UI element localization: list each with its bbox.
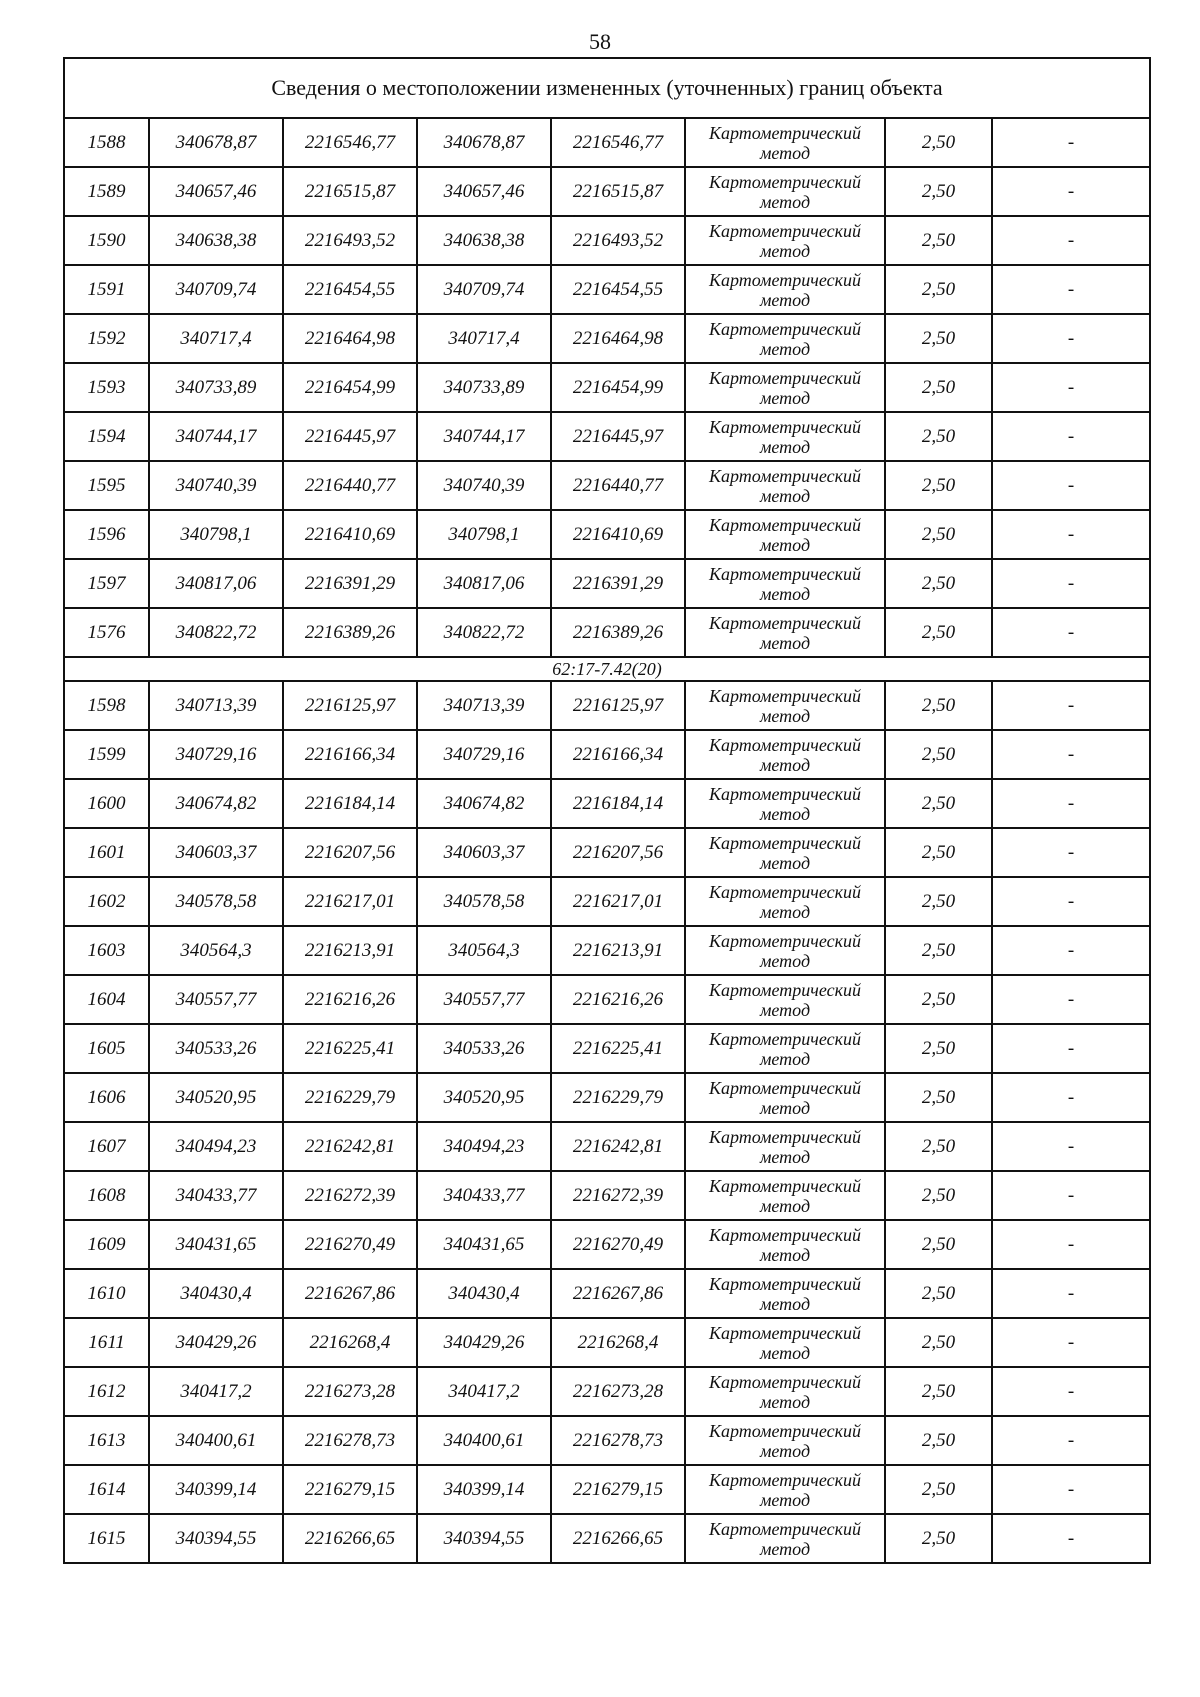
accuracy-cell: 2,50: [885, 1171, 992, 1220]
y-existing-cell: 2216213,91: [283, 926, 417, 975]
y-new-cell: 2216184,14: [551, 779, 685, 828]
description-cell: -: [992, 1416, 1150, 1465]
table-row: [64, 926, 1150, 975]
method-cell: Картометрический метод: [685, 314, 885, 363]
table-row: [64, 1465, 1150, 1514]
table-row: [64, 1073, 1150, 1122]
description-cell: -: [992, 1171, 1150, 1220]
point-number-cell: 1603: [64, 926, 149, 975]
y-new-cell: 2216515,87: [551, 167, 685, 216]
x-existing-cell: 340674,82: [149, 779, 283, 828]
x-new-cell: 340433,77: [417, 1171, 551, 1220]
point-number-cell: 1602: [64, 877, 149, 926]
accuracy-cell: 2,50: [885, 608, 992, 657]
table-row: [64, 1269, 1150, 1318]
y-existing-cell: 2216229,79: [283, 1073, 417, 1122]
y-new-cell: 2216454,99: [551, 363, 685, 412]
method-cell: Картометрический метод: [685, 730, 885, 779]
description-cell: -: [992, 779, 1150, 828]
point-number-cell: 1613: [64, 1416, 149, 1465]
section-header-row: [64, 657, 1150, 681]
table-row: [64, 265, 1150, 314]
x-new-cell: 340430,4: [417, 1269, 551, 1318]
table-row: [64, 559, 1150, 608]
table-row: [64, 975, 1150, 1024]
accuracy-cell: 2,50: [885, 1269, 992, 1318]
point-number-cell: 1614: [64, 1465, 149, 1514]
table-row: [64, 1318, 1150, 1367]
y-existing-cell: 2216515,87: [283, 167, 417, 216]
y-existing-cell: 2216454,99: [283, 363, 417, 412]
x-existing-cell: 340822,72: [149, 608, 283, 657]
method-cell: Картометрический метод: [685, 461, 885, 510]
method-cell: Картометрический метод: [685, 363, 885, 412]
x-existing-cell: 340744,17: [149, 412, 283, 461]
x-new-cell: 340564,3: [417, 926, 551, 975]
table-row: [64, 730, 1150, 779]
description-cell: -: [992, 608, 1150, 657]
description-cell: -: [992, 1024, 1150, 1073]
accuracy-cell: 2,50: [885, 559, 992, 608]
x-new-cell: 340417,2: [417, 1367, 551, 1416]
y-existing-cell: 2216217,01: [283, 877, 417, 926]
x-existing-cell: 340578,58: [149, 877, 283, 926]
description-cell: -: [992, 1220, 1150, 1269]
description-cell: -: [992, 828, 1150, 877]
table-row: [64, 363, 1150, 412]
x-new-cell: 340744,17: [417, 412, 551, 461]
point-number-cell: 1612: [64, 1367, 149, 1416]
table-row: [64, 1024, 1150, 1073]
method-cell: Картометрический метод: [685, 510, 885, 559]
x-existing-cell: 340399,14: [149, 1465, 283, 1514]
accuracy-cell: 2,50: [885, 1024, 992, 1073]
y-existing-cell: 2216410,69: [283, 510, 417, 559]
x-new-cell: 340674,82: [417, 779, 551, 828]
x-existing-cell: 340429,26: [149, 1318, 283, 1367]
y-existing-cell: 2216268,4: [283, 1318, 417, 1367]
y-new-cell: 2216272,39: [551, 1171, 685, 1220]
description-cell: -: [992, 1269, 1150, 1318]
y-existing-cell: 2216270,49: [283, 1220, 417, 1269]
description-cell: -: [992, 559, 1150, 608]
y-existing-cell: 2216272,39: [283, 1171, 417, 1220]
y-existing-cell: 2216454,55: [283, 265, 417, 314]
y-existing-cell: 2216225,41: [283, 1024, 417, 1073]
x-new-cell: 340603,37: [417, 828, 551, 877]
point-number-cell: 1590: [64, 216, 149, 265]
accuracy-cell: 2,50: [885, 877, 992, 926]
y-new-cell: 2216278,73: [551, 1416, 685, 1465]
point-number-cell: 1606: [64, 1073, 149, 1122]
y-new-cell: 2216242,81: [551, 1122, 685, 1171]
description-cell: -: [992, 412, 1150, 461]
y-existing-cell: 2216445,97: [283, 412, 417, 461]
x-existing-cell: 340733,89: [149, 363, 283, 412]
accuracy-cell: 2,50: [885, 1465, 992, 1514]
table-row: [64, 412, 1150, 461]
y-new-cell: 2216125,97: [551, 681, 685, 730]
x-new-cell: 340638,38: [417, 216, 551, 265]
accuracy-cell: 2,50: [885, 828, 992, 877]
x-new-cell: 340557,77: [417, 975, 551, 1024]
y-new-cell: 2216217,01: [551, 877, 685, 926]
x-new-cell: 340822,72: [417, 608, 551, 657]
y-existing-cell: 2216440,77: [283, 461, 417, 510]
accuracy-cell: 2,50: [885, 510, 992, 559]
accuracy-cell: 2,50: [885, 1318, 992, 1367]
description-cell: -: [992, 681, 1150, 730]
x-new-cell: 340729,16: [417, 730, 551, 779]
description-cell: -: [992, 975, 1150, 1024]
x-existing-cell: 340729,16: [149, 730, 283, 779]
method-cell: Картометрический метод: [685, 975, 885, 1024]
point-number-cell: 1615: [64, 1514, 149, 1563]
y-new-cell: 2216279,15: [551, 1465, 685, 1514]
y-new-cell: 2216225,41: [551, 1024, 685, 1073]
accuracy-cell: 2,50: [885, 1073, 992, 1122]
x-new-cell: 340709,74: [417, 265, 551, 314]
x-existing-cell: 340400,61: [149, 1416, 283, 1465]
table-title: Сведения о местоположении измененных (уточненных) границ объекта: [64, 58, 1150, 118]
point-number-cell: 1611: [64, 1318, 149, 1367]
y-existing-cell: 2216166,34: [283, 730, 417, 779]
x-new-cell: 340431,65: [417, 1220, 551, 1269]
x-existing-cell: 340657,46: [149, 167, 283, 216]
description-cell: -: [992, 461, 1150, 510]
x-existing-cell: 340798,1: [149, 510, 283, 559]
description-cell: -: [992, 1073, 1150, 1122]
y-existing-cell: 2216273,28: [283, 1367, 417, 1416]
point-number-cell: 1591: [64, 265, 149, 314]
point-number-cell: 1576: [64, 608, 149, 657]
x-existing-cell: 340709,74: [149, 265, 283, 314]
x-existing-cell: 340494,23: [149, 1122, 283, 1171]
method-cell: Картометрический метод: [685, 412, 885, 461]
table-row: [64, 779, 1150, 828]
x-new-cell: 340798,1: [417, 510, 551, 559]
method-cell: Картометрический метод: [685, 1220, 885, 1269]
y-existing-cell: 2216184,14: [283, 779, 417, 828]
point-number-cell: 1601: [64, 828, 149, 877]
point-number-cell: 1597: [64, 559, 149, 608]
description-cell: -: [992, 1514, 1150, 1563]
accuracy-cell: 2,50: [885, 1220, 992, 1269]
y-new-cell: 2216266,65: [551, 1514, 685, 1563]
point-number-cell: 1610: [64, 1269, 149, 1318]
x-new-cell: 340429,26: [417, 1318, 551, 1367]
method-cell: Картометрический метод: [685, 1073, 885, 1122]
accuracy-cell: 2,50: [885, 975, 992, 1024]
accuracy-cell: 2,50: [885, 412, 992, 461]
accuracy-cell: 2,50: [885, 167, 992, 216]
method-cell: Картометрический метод: [685, 828, 885, 877]
y-new-cell: 2216268,4: [551, 1318, 685, 1367]
x-existing-cell: 340817,06: [149, 559, 283, 608]
method-cell: Картометрический метод: [685, 1416, 885, 1465]
x-existing-cell: 340417,2: [149, 1367, 283, 1416]
y-new-cell: 2216440,77: [551, 461, 685, 510]
x-existing-cell: 340433,77: [149, 1171, 283, 1220]
accuracy-cell: 2,50: [885, 1367, 992, 1416]
table-row: [64, 1367, 1150, 1416]
table-row: [64, 1220, 1150, 1269]
point-number-cell: 1598: [64, 681, 149, 730]
accuracy-cell: 2,50: [885, 1514, 992, 1563]
x-new-cell: 340678,87: [417, 118, 551, 167]
x-existing-cell: 340717,4: [149, 314, 283, 363]
accuracy-cell: 2,50: [885, 730, 992, 779]
table-row: [64, 216, 1150, 265]
method-cell: Картометрический метод: [685, 1465, 885, 1514]
y-new-cell: 2216391,29: [551, 559, 685, 608]
x-existing-cell: 340533,26: [149, 1024, 283, 1073]
description-cell: -: [992, 167, 1150, 216]
x-existing-cell: 340603,37: [149, 828, 283, 877]
x-new-cell: 340394,55: [417, 1514, 551, 1563]
description-cell: -: [992, 314, 1150, 363]
table-row: [64, 1416, 1150, 1465]
x-existing-cell: 340520,95: [149, 1073, 283, 1122]
table-row: [64, 681, 1150, 730]
y-new-cell: 2216389,26: [551, 608, 685, 657]
point-number-cell: 1607: [64, 1122, 149, 1171]
point-number-cell: 1609: [64, 1220, 149, 1269]
accuracy-cell: 2,50: [885, 265, 992, 314]
y-existing-cell: 2216391,29: [283, 559, 417, 608]
point-number-cell: 1595: [64, 461, 149, 510]
table-body: [64, 58, 1150, 1563]
x-existing-cell: 340638,38: [149, 216, 283, 265]
x-existing-cell: 340740,39: [149, 461, 283, 510]
table-title-row: [64, 58, 1150, 118]
description-cell: -: [992, 730, 1150, 779]
y-new-cell: 2216493,52: [551, 216, 685, 265]
y-new-cell: 2216229,79: [551, 1073, 685, 1122]
point-number-cell: 1593: [64, 363, 149, 412]
method-cell: Картометрический метод: [685, 1024, 885, 1073]
method-cell: Картометрический метод: [685, 559, 885, 608]
y-new-cell: 2216166,34: [551, 730, 685, 779]
accuracy-cell: 2,50: [885, 461, 992, 510]
table-row: [64, 461, 1150, 510]
x-new-cell: 340578,58: [417, 877, 551, 926]
x-existing-cell: 340431,65: [149, 1220, 283, 1269]
accuracy-cell: 2,50: [885, 926, 992, 975]
y-existing-cell: 2216389,26: [283, 608, 417, 657]
y-new-cell: 2216207,56: [551, 828, 685, 877]
method-cell: Картометрический метод: [685, 216, 885, 265]
method-cell: Картометрический метод: [685, 1269, 885, 1318]
point-number-cell: 1596: [64, 510, 149, 559]
method-cell: Картометрический метод: [685, 681, 885, 730]
y-new-cell: 2216546,77: [551, 118, 685, 167]
accuracy-cell: 2,50: [885, 363, 992, 412]
x-new-cell: 340399,14: [417, 1465, 551, 1514]
x-new-cell: 340657,46: [417, 167, 551, 216]
point-number-cell: 1592: [64, 314, 149, 363]
point-number-cell: 1599: [64, 730, 149, 779]
x-existing-cell: 340557,77: [149, 975, 283, 1024]
method-cell: Картометрический метод: [685, 265, 885, 314]
x-new-cell: 340740,39: [417, 461, 551, 510]
description-cell: -: [992, 363, 1150, 412]
x-new-cell: 340520,95: [417, 1073, 551, 1122]
y-new-cell: 2216273,28: [551, 1367, 685, 1416]
x-new-cell: 340817,06: [417, 559, 551, 608]
description-cell: -: [992, 510, 1150, 559]
table-row: [64, 1122, 1150, 1171]
table-row: [64, 314, 1150, 363]
x-new-cell: 340400,61: [417, 1416, 551, 1465]
method-cell: Картометрический метод: [685, 167, 885, 216]
description-cell: -: [992, 877, 1150, 926]
y-new-cell: 2216464,98: [551, 314, 685, 363]
y-existing-cell: 2216207,56: [283, 828, 417, 877]
description-cell: -: [992, 265, 1150, 314]
x-existing-cell: 340678,87: [149, 118, 283, 167]
boundary-coordinates-table: [63, 57, 1151, 1564]
point-number-cell: 1594: [64, 412, 149, 461]
method-cell: Картометрический метод: [685, 1514, 885, 1563]
table-row: [64, 877, 1150, 926]
description-cell: -: [992, 1367, 1150, 1416]
page-number: 58: [589, 29, 611, 54]
y-new-cell: 2216454,55: [551, 265, 685, 314]
table-row: [64, 1514, 1150, 1563]
point-number-cell: 1608: [64, 1171, 149, 1220]
x-existing-cell: 340394,55: [149, 1514, 283, 1563]
x-new-cell: 340733,89: [417, 363, 551, 412]
x-new-cell: 340494,23: [417, 1122, 551, 1171]
y-existing-cell: 2216267,86: [283, 1269, 417, 1318]
table-row: [64, 1171, 1150, 1220]
x-existing-cell: 340430,4: [149, 1269, 283, 1318]
accuracy-cell: 2,50: [885, 216, 992, 265]
y-new-cell: 2216267,86: [551, 1269, 685, 1318]
y-existing-cell: 2216279,15: [283, 1465, 417, 1514]
accuracy-cell: 2,50: [885, 681, 992, 730]
y-new-cell: 2216410,69: [551, 510, 685, 559]
point-number-cell: 1588: [64, 118, 149, 167]
section-header: 62:17-7.42(20): [64, 657, 1150, 681]
y-existing-cell: 2216125,97: [283, 681, 417, 730]
table-row: [64, 118, 1150, 167]
method-cell: Картометрический метод: [685, 877, 885, 926]
y-existing-cell: 2216278,73: [283, 1416, 417, 1465]
description-cell: -: [992, 1465, 1150, 1514]
method-cell: Картометрический метод: [685, 118, 885, 167]
method-cell: Картометрический метод: [685, 608, 885, 657]
method-cell: Картометрический метод: [685, 1122, 885, 1171]
point-number-cell: 1604: [64, 975, 149, 1024]
y-existing-cell: 2216242,81: [283, 1122, 417, 1171]
method-cell: Картометрический метод: [685, 779, 885, 828]
y-existing-cell: 2216493,52: [283, 216, 417, 265]
table-row: [64, 608, 1150, 657]
description-cell: -: [992, 118, 1150, 167]
y-new-cell: 2216213,91: [551, 926, 685, 975]
method-cell: Картометрический метод: [685, 1171, 885, 1220]
y-new-cell: 2216445,97: [551, 412, 685, 461]
accuracy-cell: 2,50: [885, 779, 992, 828]
method-cell: Картометрический метод: [685, 926, 885, 975]
method-cell: Картометрический метод: [685, 1318, 885, 1367]
x-new-cell: 340533,26: [417, 1024, 551, 1073]
x-new-cell: 340713,39: [417, 681, 551, 730]
accuracy-cell: 2,50: [885, 1416, 992, 1465]
y-existing-cell: 2216216,26: [283, 975, 417, 1024]
table-row: [64, 510, 1150, 559]
y-existing-cell: 2216464,98: [283, 314, 417, 363]
description-cell: -: [992, 1318, 1150, 1367]
accuracy-cell: 2,50: [885, 1122, 992, 1171]
x-existing-cell: 340713,39: [149, 681, 283, 730]
method-cell: Картометрический метод: [685, 1367, 885, 1416]
point-number-cell: 1600: [64, 779, 149, 828]
y-existing-cell: 2216266,65: [283, 1514, 417, 1563]
point-number-cell: 1605: [64, 1024, 149, 1073]
x-existing-cell: 340564,3: [149, 926, 283, 975]
accuracy-cell: 2,50: [885, 118, 992, 167]
description-cell: -: [992, 1122, 1150, 1171]
description-cell: -: [992, 216, 1150, 265]
y-new-cell: 2216270,49: [551, 1220, 685, 1269]
description-cell: -: [992, 926, 1150, 975]
table-row: [64, 167, 1150, 216]
x-new-cell: 340717,4: [417, 314, 551, 363]
table-row: [64, 828, 1150, 877]
y-existing-cell: 2216546,77: [283, 118, 417, 167]
point-number-cell: 1589: [64, 167, 149, 216]
y-new-cell: 2216216,26: [551, 975, 685, 1024]
accuracy-cell: 2,50: [885, 314, 992, 363]
